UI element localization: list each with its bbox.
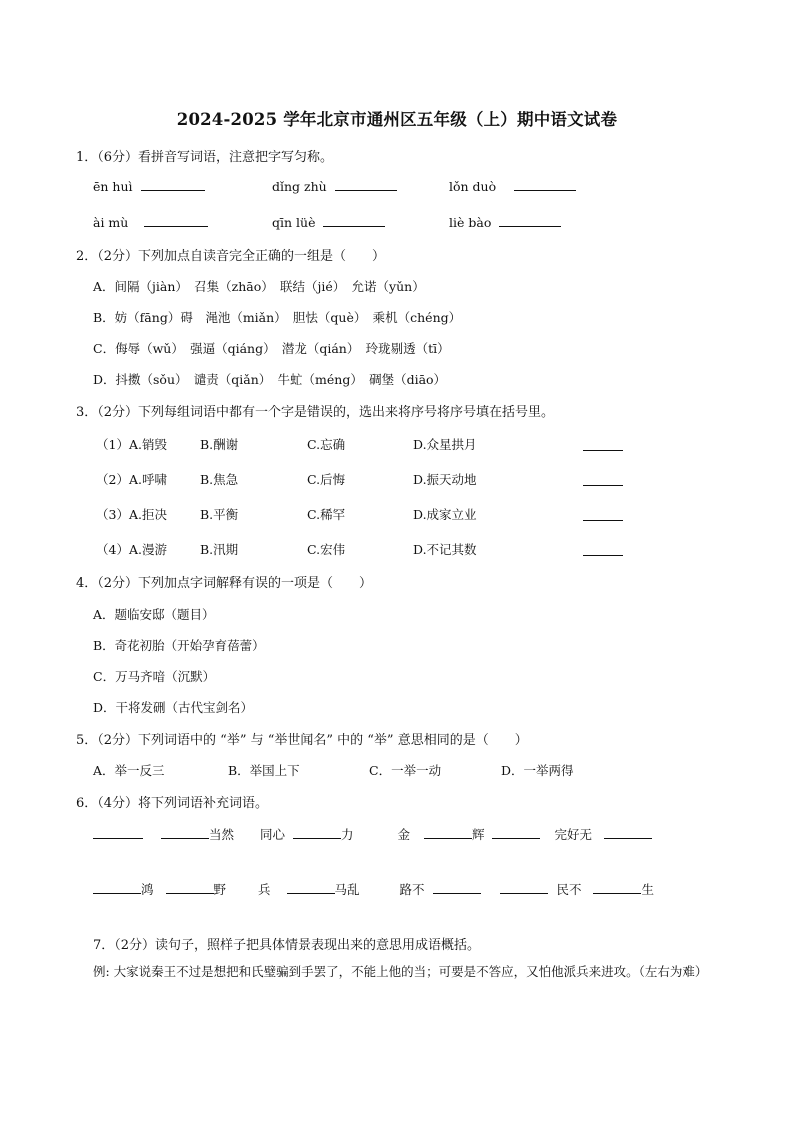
word-fragment: 金 — [397, 827, 410, 842]
choice-b: B.焦急 — [200, 472, 239, 487]
option-b[interactable]: B．举国上下 — [228, 763, 300, 778]
choice-d: D.众星拱月 — [413, 437, 477, 452]
choice-a: （3）A.拒决 — [96, 507, 167, 522]
option-d[interactable]: D．抖擞（sǒu） 谴责（qiǎn） 牛虻（méng） 碉堡（diāo） — [93, 372, 447, 387]
example-paragraph: 例: 大家说秦王不过是想把和氏璧骗到手罢了，不能上他的当；可要是不答应，又怕他派兵来进攻。（左右为难） — [93, 964, 708, 979]
question-4-stem: 4．（2分）下列加点字词解释有误的一项是（ ） — [76, 576, 373, 591]
choice-a: （1）A.销毁 — [96, 437, 167, 452]
choice-d: D.不记其数 — [413, 542, 477, 557]
pinyin-item — [93, 177, 205, 194]
choice-c: C.稀罕 — [307, 507, 346, 522]
option-d[interactable]: D．一举两得 — [501, 763, 574, 778]
choice-d: D.振天动地 — [413, 472, 477, 487]
answer-blank[interactable] — [166, 880, 214, 894]
answer-blank[interactable] — [323, 213, 385, 227]
word-fragment: 野 — [213, 882, 227, 897]
answer-blank[interactable] — [583, 554, 623, 556]
question-7-stem: 7．（2分）读句子，照样子把具体情景表现出来的意思用成语概括。 — [93, 938, 481, 953]
choice-b: B.平衡 — [200, 507, 239, 522]
option-c[interactable]: C．一举一动 — [369, 763, 442, 778]
option-b[interactable]: B．妨（fāng）碍 渑池（miǎn） 胆怯（què） 乘机（chéng） — [93, 310, 462, 325]
answer-blank[interactable] — [287, 880, 335, 894]
word-fragment: 力 — [340, 827, 354, 842]
fill-row-2 — [93, 880, 654, 898]
choice-c: C.忘确 — [307, 437, 346, 452]
answer-blank[interactable] — [93, 825, 143, 839]
choice-b: B.汛期 — [200, 542, 239, 557]
choice-a: （2）A.呼啸 — [96, 472, 167, 487]
answer-blank[interactable] — [593, 880, 641, 894]
pinyin-item — [272, 177, 397, 194]
pinyin-text: dǐng zhù — [272, 179, 327, 194]
fill-row-1 — [93, 825, 652, 843]
word-fragment: 马乱 — [334, 882, 360, 897]
option-a[interactable]: A．题临安邸（题目） — [93, 607, 215, 622]
answer-blank[interactable] — [141, 177, 205, 191]
answer-blank[interactable] — [424, 825, 472, 839]
pinyin-item — [449, 213, 561, 230]
choice-c: C.宏伟 — [307, 542, 346, 557]
pinyin-text: lǒn duò — [449, 179, 497, 194]
pinyin-item — [93, 213, 208, 230]
pinyin-item — [272, 213, 385, 230]
question-1-stem: 1．（6分）看拼音写词语，注意把字写匀称。 — [76, 150, 334, 165]
option-a[interactable]: A．举一反三 — [93, 763, 165, 778]
answer-blank[interactable] — [492, 825, 540, 839]
answer-blank[interactable] — [161, 825, 209, 839]
word-fragment: 兵 — [258, 882, 271, 897]
answer-blank[interactable] — [500, 880, 548, 894]
answer-blank[interactable] — [499, 213, 561, 227]
word-fragment: 生 — [641, 882, 654, 897]
word-fragment: 鸿 — [141, 882, 154, 897]
answer-blank[interactable] — [335, 177, 397, 191]
answer-blank[interactable] — [583, 449, 623, 451]
pinyin-text: ēn huì — [93, 179, 133, 194]
word-fragment: 民不 — [556, 882, 582, 897]
question-2-stem: 2．（2分）下列加点自读音完全正确的一组是（ ） — [76, 249, 386, 264]
option-a[interactable]: A．间隔（jiàn） 召集（zhāo） 联结（jié） 允诺（yǔn） — [93, 279, 425, 294]
answer-blank[interactable] — [433, 880, 481, 894]
word-fragment: 当然 — [208, 827, 234, 842]
pinyin-item — [449, 177, 576, 194]
option-c[interactable]: C．万马齐喑（沉默） — [93, 669, 216, 684]
word-fragment: 完好无 — [554, 827, 592, 842]
option-d[interactable]: D．干将发硎（古代宝剑名） — [93, 700, 254, 715]
question-6-stem: 6．（4分）将下列词语补充词语。 — [76, 796, 269, 811]
choice-d: D.成家立业 — [413, 507, 477, 522]
choice-a: （4）A.漫游 — [96, 542, 167, 557]
answer-blank[interactable] — [604, 825, 652, 839]
word-fragment: 辉 — [471, 827, 485, 842]
word-fragment: 路不 — [399, 882, 425, 897]
choice-b: B.酬谢 — [200, 437, 239, 452]
answer-blank[interactable] — [583, 484, 623, 486]
pinyin-text: ài mù — [93, 215, 129, 230]
pinyin-text: liè bào — [449, 215, 492, 230]
page-title: 2024-2025 学年北京市通州区五年级（上）期中语文试卷 — [176, 110, 618, 129]
question-5-stem: 5．（2分）下列词语中的 “举” 与 “举世闻名” 中的 “举” 意思相同的是（ ） — [76, 733, 528, 748]
answer-blank[interactable] — [144, 213, 208, 227]
answer-blank[interactable] — [293, 825, 341, 839]
word-fragment: 同心 — [259, 827, 285, 842]
answer-blank[interactable] — [514, 177, 576, 191]
option-b[interactable]: B．奇花初胎（开始孕育蓓蕾） — [93, 638, 265, 653]
answer-blank[interactable] — [583, 519, 623, 521]
pinyin-text: qīn lüè — [272, 215, 316, 230]
option-c[interactable]: C．侮辱（wǔ） 强逼（qiáng） 潜龙（qián） 玲珑剔透（tī） — [93, 341, 450, 356]
answer-blank[interactable] — [93, 880, 141, 894]
question-3-stem: 3．（2分）下列每组词语中都有一个字是错误的，选出来将序号将序号填在括号里。 — [76, 405, 555, 420]
choice-c: C.后悔 — [307, 472, 346, 487]
